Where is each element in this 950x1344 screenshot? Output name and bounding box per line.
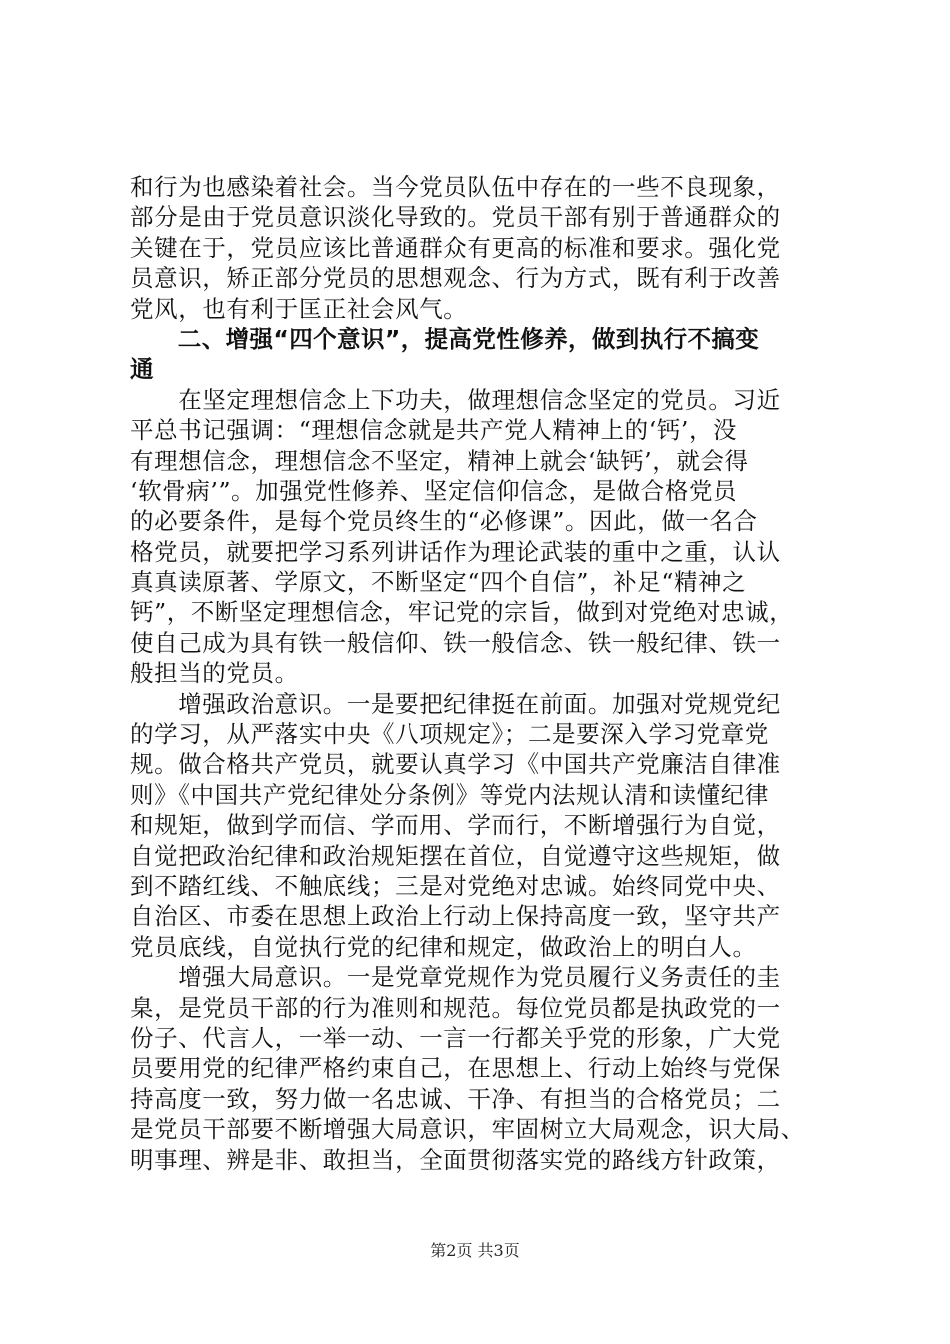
text-line: 增强政治意识。一是要把纪律挺在前面。加强对党规党纪 <box>130 689 781 718</box>
text-line: 自治区、市委在思想上政治上行动上保持高度一致，坚守共产 <box>130 902 781 931</box>
text-line: 增强大局意识。一是党章党规作为党员履行义务责任的圭 <box>130 963 781 992</box>
text-line: 员意识，矫正部分党员的思想观念、行为方式，既有利于改善 <box>130 264 781 293</box>
text-line: 明事理、辨是非、敢担当，全面贯彻落实党的路线方针政策， <box>130 1145 781 1174</box>
text-line: 般担当的党员。 <box>130 659 299 688</box>
text-line: 和规矩，做到学而信、学而用、学而行，不断增强行为自觉， <box>130 811 781 840</box>
text-line: 使自己成为具有铁一般信仰、铁一般信念、铁一般纪律、铁一 <box>130 628 781 657</box>
text-line: 和行为也感染着社会。当今党员队伍中存在的一些不良现象， <box>130 173 781 201</box>
text-line: 臬，是党员干部的行为准则和规范。每位党员都是执政党的一 <box>130 993 781 1022</box>
text-line: 到不踏红线、不触底线；三是对党绝对忠诚。始终同党中央、 <box>130 871 781 900</box>
text-line: ‘软骨病’”。加强党性修养、坚定信仰信念，是做合格党员 <box>130 476 738 505</box>
text-line: 平总书记强调：“理想信念就是共产党人精神上的‘钙’，没 <box>130 416 738 445</box>
text-line: 真真读原著、学原文，不断坚定“四个自信”，补足“精神之 <box>130 568 747 597</box>
text-line: 党员底线，自觉执行党的纪律和规定，做政治上的明白人。 <box>130 932 757 961</box>
text-line: 钙”，不断坚定理想信念，牢记党的宗旨，做到对党绝对忠诚， <box>130 598 794 627</box>
text-line: 份子、代言人，一举一动、一言一行都关乎党的形象，广大党 <box>130 1023 781 1052</box>
text-line: 是党员干部要不断增强大局意识，牢固树立大局观念，识大局、 <box>130 1115 805 1144</box>
text-line: 规。做合格共产党员，就要认真学习《中国共产党廉洁自律准 <box>130 750 781 779</box>
text-line: 则》《中国共产党纪律处分条例》等党内法规认清和读懂纪律 <box>130 780 769 809</box>
text-line: 有理想信念，理想信念不坚定，精神上就会‘缺钙’，就会得 <box>130 446 749 475</box>
section-heading: 二、增强“四个意识”，提高党性修养，做到执行不搞变 <box>130 324 760 353</box>
text-line: 格党员，就要把学习系列讲话作为理论武装的重中之重，认认 <box>130 537 781 566</box>
text-line: 关键在于，党员应该比普通群众有更高的标准和要求。强化党 <box>130 233 781 262</box>
text-line: 持高度一致，努力做一名忠诚、干净、有担当的合格党员；二 <box>130 1084 781 1113</box>
document-body <box>130 172 830 1175</box>
text-line: 的必要条件，是每个党员终生的“必修课”。因此，做一名合 <box>130 507 758 536</box>
text-line: 员要用党的纪律严格约束自己，在思想上、行动上始终与党保 <box>130 1054 781 1083</box>
text-line: 的学习，从严落实中央《八项规定》；二是要深入学习党章党 <box>130 720 769 749</box>
text-line: 自觉把政治纪律和政治规矩摆在首位，自觉遵守这些规矩，做 <box>130 841 781 870</box>
text-line: 在坚定理想信念上下功夫，做理想信念坚定的党员。习近 <box>130 385 781 414</box>
page-footer: 第2页 共3页 <box>430 1241 520 1260</box>
text-line: 党风，也有利于匡正社会风气。 <box>130 294 468 323</box>
section-heading-continued: 通 <box>130 355 154 384</box>
text-line: 部分是由于党员意识淡化导致的。党员干部有别于普通群众的 <box>130 203 781 232</box>
